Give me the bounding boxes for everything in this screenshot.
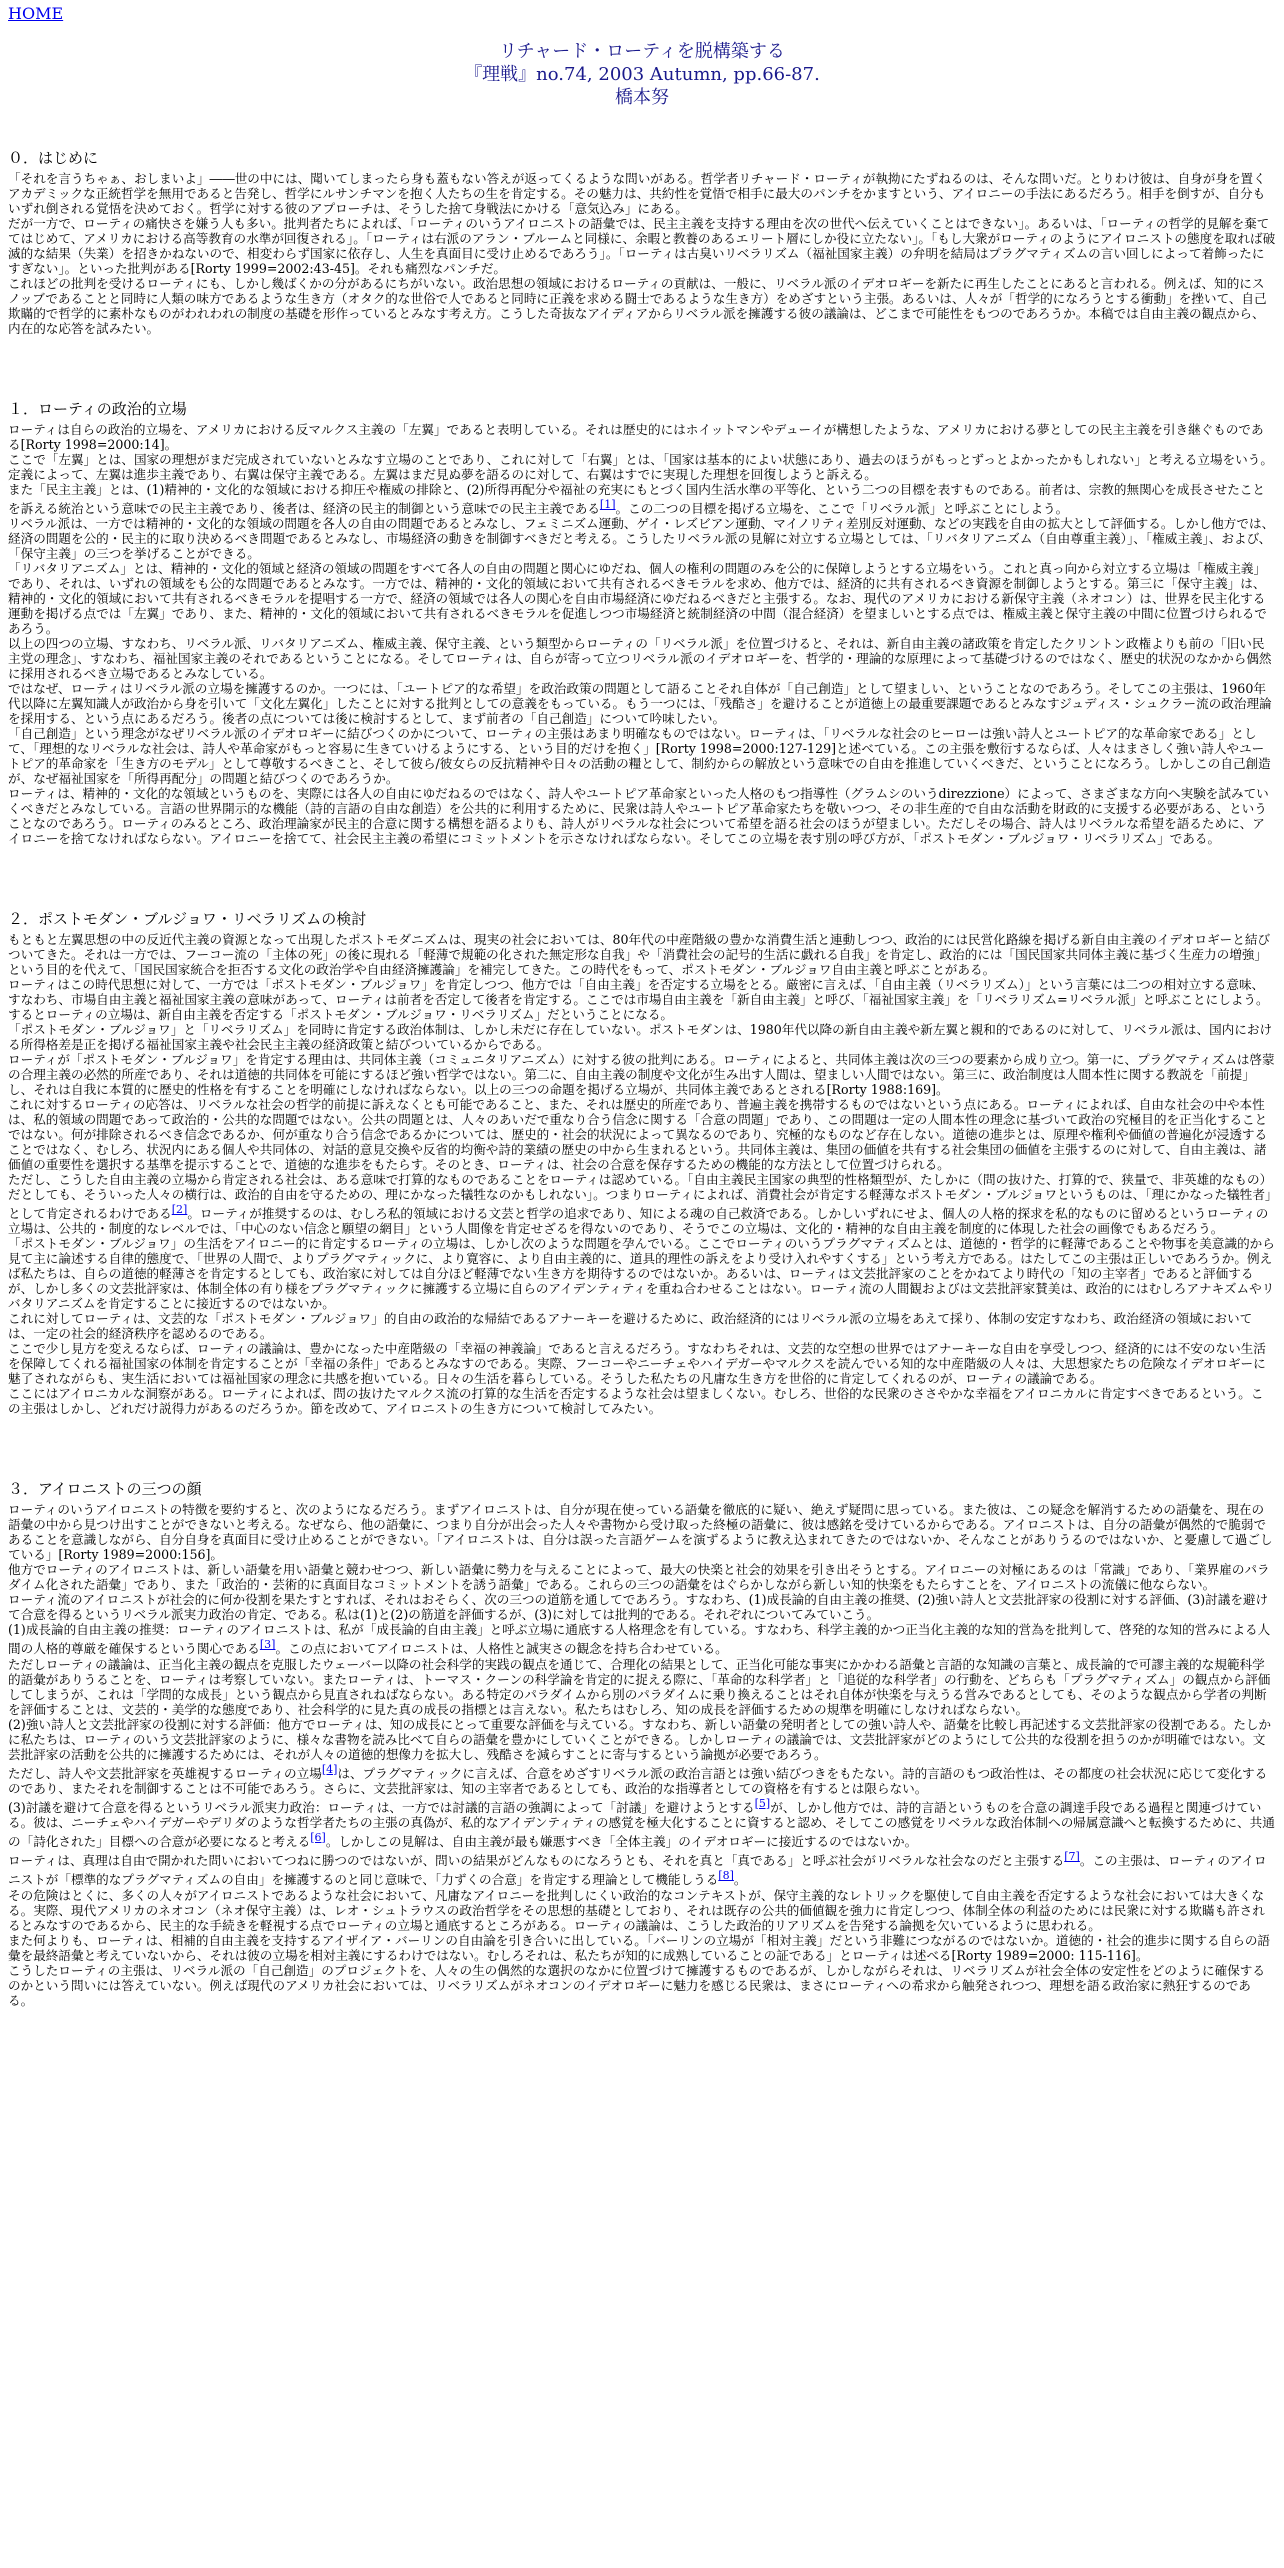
footnote-link[interactable]: [7] <box>1064 1850 1080 1864</box>
paragraph: (3)討議を避けて合意を得るというリベラル派実力政治：ローティは、一方では討議的言語の強調によって「討議」を避けようとする[5]が、しかし他方では、詩的言語というものを合意の調達手段である過程と関連づけている。彼は、ニーチェやハイデガーやデリダのような哲学者たちの主張の真偽が、私的なアイデンティティの感覚を極大化することに資すると認め、そしてこの感覚をリベラルな政治体制への帰属意識へと転換するために、共通の「詩化された」目標への合意が必要になると考える[6]。しかしこの見解は、自由主義が最も嫌悪すべき「全体主義」のイデオロギーに接近するのではないか。 <box>8 1796 1275 1850</box>
paragraph: ローティは自らの政治的立場を、アメリカにおける反マルクス主義の「左翼」であると表明している。それは歴史的にはホイットマンやデューイが構想したような、アメリカにおける夢としての民主主義を引き継ぐものである[Rorty 1998=2000:14]。 <box>8 422 1264 452</box>
footnote-ref <box>172 1204 188 1216</box>
section-heading: １．ローティの政治的立場 <box>8 400 187 418</box>
paragraph: 「ポストモダン・ブルジョワ」の生活をアイロニー的に肯定するローティの立場は、しかし次のような問題を孕んでいる。ここでローティのいうプラグマティズムとは、道徳的・哲学的に軽薄であることや物事を美意識的から見て主に論述する自律的態度で、「世界の人間で、よりプラグマティックに、より寛容に、より自由主義的に、道具的理性の訴えをより受け入れやすくする」という考え方である。はたしてこの主張は正しいであろうか。例えば私たちは、自らの道徳的軽薄さを肯定するとしても、政治家に対しては自分ほど軽薄でない生き方を期待するのではないか。あるいは、ローティは文芸批評家のことをかねてより時代の「知の主宰者」であると評価するが、しかし多くの文芸批評家は、体制全体の有り様をプラグマティックに擁護する立場に自らのアイデンティティを重ね合わせることはない。ローティ流の人間観およびは文芸批評家賛美は、政治的にはむしろアナキズムやリバタリアニズムを肯定することに接近するのではないか。 <box>8 1236 1275 1312</box>
paragraph: その危険はとくに、多くの人々がアイロニストであるような社会において、凡庸なアイロニーを批判しにくい政治的なコンテキストが、保守主義的なレトリックを駆使して自由主義を否定するような社会においては大きくなる。実際、現代アメリカのネオコン（ネオ保守主義）は、レオ・シュトラウスの政治哲学をその思想的基礎としており、それは既存の公共的価値観を強力に肯定しつつ、体制全体の利益のためには民衆に対する欺瞞も許されるとみなすのであるから、民主的な手続きを軽視する点でローティの立場と通底するところがある。ローティの議論は、こうした政治的リアリズムを告発する論拠を欠いているように思われる。 <box>8 1887 1265 1933</box>
section <box>8 1480 1276 2007</box>
paragraph: ローティは、真理は自由で開かれた問いにおいてつねに勝つのではないが、問いの結果がどんなものになろうとも、それを真と「真である」と呼ぶ社会がリベラルな社会なのだと主張する[7]。この主張は、ローティのアイロニストが「標準的なプラグマティズムの自由」を擁護するのと同じ意味で、「力ずくの合意」を肯定する理論として機能しうる[8]。 <box>8 1850 1267 1888</box>
paragraph: ローティ流のアイロニストが社会的に何か役割を果たすとすれば、それはおそらく、次の三つの道筋を通してであろう。すなわち、(1)成長論的自由主義の推奨、(2)強い詩人と文芸批評家の役割に対する評価、(3)討議を避けて合意を得るというリベラル派実力政治の肯定、である。私は(1)と(2)の筋道を評価するが、(3)に対しては批判的である。それぞれについてみていこう。 <box>8 1592 1269 1623</box>
paragraph: 「ポストモダン・ブルジョワ」と「リベラリズム」を同時に肯定する政治体制は、しかし未だに存在していない。ポストモダンは、1980年代以降の新自由主義や新左翼と親和的であるのに対して、リベラル派は、国内における所得格差是正を掲げる福祉国家主義や社会民主主義の経済政策と結びついているからである。 <box>8 1022 1273 1053</box>
paragraph: これに対するローティの応答は、リベラルな社会の哲学的前提に訴えなくとも可能であること、また、それは歴史的所産であり、普遍主義を携帯するものではないという点にある。ローティによれば、自由な社会の中や本性は、私的領域の問題であって政治的・公共的な問題ではない。公共の問題とは、人々のあいだで重なり合う信念に関する「合意の問題」であり、この問題は一定の人間本性の理念に基づいて政治の究極目的を正当化することではない。何が排除されるべき信念であるか、何が重なり合う信念であるかについては、歴史的・社会的状況によって異なるのであり、究極的なものなど存在しない。道徳の進歩とは、原理や権利や価値の普遍化が浸透することではなく、むしろ、状況内にある個人や共同体の、対話的意見交換や反省的均衡や詩的業績の歴史の中から生まれるという。共同体主義は、集団の価値を共有する社会集団の価値を主張するのに対して、自由主義は、諸価値の重要性を選択する基準を提示することで、道徳的な進歩をもたらす。そのとき、ローティは、社会の合意を保存するための機能的な方法として位置づけられる。 <box>8 1097 1268 1173</box>
paragraph: ローティが「ポストモダン・ブルジョワ」を肯定する理由は、共同体主義（コミュニタリアニズム）に対する彼の批判にある。ローティによると、共同体主義は次の三つの要素から成り立つ。第一に、プラグマティズムは啓蒙の合理主義の必然的所産であり、それは道徳的共同体を可能にするほど強い哲学ではない。第二に、自由主義の制度や文化が生み出す人間は、望ましい人間ではない。第三に、政治制度は人間本性に関する教説を「前提」し、それは自我に本質的に歴史的性格を有することを明確にしなければならない。以上の三つの命題を掲げる立場が、共同体主義であるとされる[Rorty 1988:169]。 <box>8 1052 1275 1098</box>
paragraph: だが一方で、ローティの痛快さを嫌う人も多い。批判者たちによれば、「ローティのいうアイロニストの語彙では、民主主義を支持する理由を次の世代へ伝えていくことはできない」。あるいは、「ローティの哲学的見解を棄ててはじめて、アメリカにおける高等教育の水準が回復される」。「ローティは右派のアラン・ブルームと同様に、余暇と教養のあるエリート層にしか役に立たない」。「もし大衆がローティのようにアイロニストの態度を取れば破滅的な結果（失業）を招きかねないので、相変わらず国家に依存し、人生を真面目に受け止めるであろう」。「ローティは古臭いリベラリズム（福祉国家主義）の弁明を結局はプラグマティズムの言い回しによって着飾ったにすぎない」。といった批判がある[Rorty 1999=2002:43-45]。それも痛烈なパンチだ。 <box>8 216 1276 276</box>
section-heading: ０．はじめに <box>8 149 99 167</box>
paragraph: ただし、詩人や文芸批評家を英雄視するローティの立場[4]は、プラグマティックに言えば、合意をめざすリベラル派の政治言語とは強い結びつきをもたない。詩的言語のもつ政治性は、その都度の社会状況に応じて変化するのであり、またそれを制御することは不可能であろう。さらに、文芸批評家は、知の主宰者であるとしても、政治的な指導者としての資格を有するとは限らない。 <box>8 1762 1268 1796</box>
footnote-ref <box>755 1798 771 1810</box>
footnote-link[interactable]: [6] <box>310 1830 326 1844</box>
article-citation: 『理戦』no.74, 2003 Autumn, pp.66-87. <box>464 64 820 85</box>
footnote-ref <box>322 1764 338 1776</box>
paragraph: これほどの批判を受けるローティにも、しかし幾ばくかの分があるにちがいない。政治思想の領域におけるローティの貢献は、一般に、リベラル派のイデオロギーを新たに再生したことにあると言われる。例えば、知的にスノッブであることと同時に人類の味方であるような生き方（オタク的な世俗で人であると同時に正義を求める闘士であるような生き方）をめざすという主張。あるいは、人々が「哲学的になろうとする衝動」を挫いて、自己欺瞞的で哲学的に素朴なものがわれわれの制度の基礎を形作っているとみなす考え方。こうした奇抜なアイディアからリベラル派を擁護する彼の議論は、どこまで可能性をもつのであろうか。本稿では自由主義の観点から、内在的な応答を試みたい。 <box>8 276 1267 336</box>
paragraph: ではなぜ、ローティはリベラル派の立場を擁護するのか。一つには、「ユートピア的な希望」を政治政策の問題として語ることそれ自体が「自己創造」として望ましい、ということなのであろう。そしてこの主張は、1960年代以降に左翼知識人が政治から身を引いて「文化左翼化」したことに対する批判としての意義をもっている。もう一つには、「残酷さ」を避けることが道徳上の最重要課題であるとみなすジュディス・シュクラー流の政治理論を採用する、という点にあるだろう。後者の点については後に検討するとして、まず前者の「自己創造」について吟味したい。 <box>8 681 1272 727</box>
footnote-link[interactable]: [1] <box>599 498 616 511</box>
paragraph: これに対してローティは、文芸的な「ポストモダン・ブルジョワ」的自由の政治的な帰結であるアナーキーを避けるために、政治経済的にはリベラル派の立場をあえて採り、体制の安定すなわち、政治経済の領域においては、一定の社会的経済秩序を認めるのである。 <box>8 1311 1253 1342</box>
footnote-ref <box>260 1639 276 1651</box>
paragraph: 以上の四つの立場、すなわち、リベラル派、リバタリアニズム、権威主義、保守主義、という類型からローティの「リベラル派」を位置づけると、それは、新自由主義の諸政策を肯定したクリントン政権よりも前の「旧い民主党の理念」、すなわち、福祉国家主義のそれであるということになる。そしてローティは、自らが寄って立つリベラル派のイデオロギーを、哲学的・理論的な原理によって基礎づけるのではなく、歴史的状況のなかから偶然に採用されるべき立場であるとみなしている。 <box>8 636 1272 682</box>
paragraph: ただしローティの議論は、正当化主義の観点を克服したウェーバー以降の社会科学的実践の観点を通じて、合理化の結果として、正当化可能な事実にかかわる語彙と言語的な知識の言葉と、成長論的で可謬主義的な規範科学的語彙がありうることを、ローティは考察していない。またローティは、トーマス・クーンの科学論を肯定的に捉える際に、「革命的な科学者」と「追従的な科学者」の行動を、どちらも「プラグマティズム」の観点から評価してしまうが、これは「学問的な成長」という観点から見直されねばならない。ある特定のパラダイムから別のパラダイムに乗り換えることはそれ自体が快楽を与えうる営みであるとしても、そのような観点から学者の判断を評価することは、文芸的・美学的な態度であり、社会科学的に見た真の成長の指標とは言えない。私たちはむしろ、知の成長を評価するための規準を明確にしなければならない。 <box>8 1656 1271 1717</box>
paragraph: もともと左翼思想の中の反近代主義の資源となって出現したポストモダニズムは、現実の社会においては、80年代の中産階級の豊かな消費生活と連動しつつ、政治的には民営化路線を掲げる新自由主義のイデオロギーと結びついてきた。それは一方では、フーコー流の「主体の死」の後に現れる「軽薄で規範の化された無定形な自我」や「消費社会の記号的生活に戯れる自我」を肯定し、政治的には「国民国家共同体主義に基づく生産力の増強」という目的を代えて、「国民国家統合を拒否する文化の政治学や自由経済擁護論」を補完してきた。この時代をもって、ポストモダン・ブルジョワ自由主義と呼ぶことがある。 <box>8 932 1271 978</box>
paragraph: 「リバタリアニズム」とは、精神的・文化的領域と経済の領域の問題をすべて各人の自由の問題と関心にゆだね、個人の権利の問題のみを公的に保障しようとする立場をいう。これと真っ向から対立する立場は「権威主義」であり、それは、いずれの領域をも公的な問題であるとみなす。一方では、精神的・文化的領域において共有されるべきモラルを求め、他方では、経済的に共有されるべき資源を制御しようとする。第三に「保守主義」は、精神的・文化的領域において共有されるべきモラルを提唱する一方で、経済の領域では各人の関心を自由市場経済にゆだねるべきだと主張する。なお、現代のアメリカにおける新保守主義（ネオコン）は、世界を民主化する運動を掲げる点では「左翼」であり、また、精神的・文化的領域において共有されるべきモラルを促進しつつ市場経済と統制経済の中間（混合経済）を望ましいとする点では、権威主義と保守主義の中間に位置づけられるであろう。 <box>8 561 1267 637</box>
paragraph: ローティはこの時代思想に対して、一方では「ポストモダン・ブルジョワ」を肯定しつつ、他方では「自由主義」を否定する立場をとる。厳密に言えば、「自由主義（リベラリズム）」という言葉には二つの相対立する意味、すなわち、市場自由主義と福祉国家主義の意味があって、ローティは前者を否定して後者を肯定する。ここでは市場自由主義を「新自由主義」と呼び、「福祉国家主義」を「リベラリズム=リベラル派」と呼ぶことにしよう。するとローティの立場は、新自由主義を否定する「ポストモダン・ブルジョワ・リベラリズム」だということになる。 <box>8 977 1269 1023</box>
article-author: 橋本努 <box>615 87 669 108</box>
paragraph: ローティは、精神的・文化的な領域というものを、実際には各人の自由にゆだねるのではなく、詩人やユートピア革命家といった人格のもつ指導性（グラムシのいうdirezzione）によって、さまざまな方向へ実験を試みていくべきだとみなしている。言語の世界開示的な機能（詩的言語の自由な創造）を公共的に利用するために、民衆は詩人やユートピア革命家たちを敬いつつ、その非生産的で自由な活動を財政的に支援する必要がある、ということなのであろう。ローティのみるところ、政治理論家が民主的合意に関する構想を語るよりも、詩人がリベラルな社会について希望を語る社会のほうが望ましい。ただしその場合、詩人はリベラルな希望を語るために、アイロニーを捨てなければならない。アイロニーを捨てて、社会民主主義の希望にコミットメントを示さなければならない。そしてこの立場を表す別の呼び方が、「ポストモダン・ブルジョワ・リベラリズム」である。 <box>8 786 1269 847</box>
footnote-link[interactable]: [2] <box>171 1203 188 1217</box>
footnote-ref <box>600 499 616 511</box>
section <box>8 149 1276 336</box>
paragraph: ただし、こうした自由主義の立場から肯定される社会は、ある意味で打算的なものであることをローティは認めている。「自由主義民主国家の典型的性格類型が、たしかに（問の抜けた、打算的で、狭量で、非英雄的なもの）だとしても、そういった人々の横行は、政治的自由を守るための、理にかなった犠牲なのかもしれない」。つまりローティによれば、消費社会が肯定する軽薄なポストモダン・ブルジョワというものは、「理にかなった犠牲者」として肯定されるわけである[2]。ローティが推奨するのは、むしろ私的領域における文芸と哲学の追求であり、知による魂の自己救済である。しかしいずれにせよ、個人の人格的探求を私的なものに留めるというローティの立場は、公共的・制度的なレベルでは、「中心のない信念と願望の網目」という人間像を肯定せざるを得ないのであり、そうでこの立場は、文化的・精神的な自由主義を制度的に体現した社会の画像でもあるだろう。 <box>8 1172 1273 1237</box>
paragraph: 他方でローティのアイロニストは、新しい語彙を用い語彙と競わせつつ、新しい語彙に勢力を与えることによって、最大の快楽と社会的効果を引き出そうとする。アイロニーの対極にあるのは「常識」であり、「業界雇のパラダイム化された語彙」であり、また「政治的・芸術的に真面目なコミットメントを誘う語彙」である。これらの三つの語彙をはぐらかしながら新しい知的快楽をもたらすことを、アイロニストの流儀に他ならない。 <box>8 1562 1270 1593</box>
footnote-link[interactable]: [4] <box>321 1762 338 1776</box>
paragraph: ローティのいうアイロニストの特徴を要約すると、次のようになるだろう。まずアイロニストは、自分が現在使っている語彙を徹底的に疑い、絶えず疑問に思っている。また彼は、この疑念を解消するための語彙を、現在の語彙の中から見つけ出すことができないと考える。なぜなら、他の語彙に、つまり自分が出会った人々や書物から受け取った終極の語彙に、彼は感銘を受けているからである。アイロニストは、自分の語彙が偶然的で脆弱であることを意識しながら、自分自身を真面目に受け止めることができない。「アイロニストは、自分は誤った言語ゲームを演ずるように教え込まれてきたのではないか、そんなことがありうるのではないか、と憂慮して過ごしている」[Rorty 1989=2000:156]。 <box>8 1502 1273 1563</box>
paragraph: (1)成長論的自由主義の推奨：ローティのアイロニストは、私が「成長論的自由主義」と呼ぶ立場に通底する人格理念を有している。すなわち、科学主義的かつ正当化主義的な知的営為を批判して、啓発的な知的営みによる人間の人格的尊厳を確保するという関心である[3]。この点においてアイロニストは、人格性と誠実さの観念を持ち合わせている。 <box>8 1622 1271 1657</box>
footnote-ref <box>718 1870 734 1882</box>
article-title: リチャード・ローティを脱構築する <box>499 41 785 62</box>
footnote-ref <box>310 1832 326 1844</box>
article-body <box>8 149 1276 2008</box>
section-heading: ３．アイロニストの三つの顔 <box>8 1480 202 1499</box>
footnote-link[interactable]: [3] <box>259 1638 276 1652</box>
paragraph: こうしたローティの主張は、リベラル派の「自己創造」のプロジェクトを、人々の生の偶然的な選択のなかに位置づけて擁護するものであるが、しかしながらそれは、リベラリズムが社会全体の安定性をどのように確保するのかという問いには答えていない。例えば現代のアメリカ社会においては、リベラリズムがネオコンのイデオロギーに魅力を感じる民衆は、まさにローティへの希求から触発されつつ、理想を語る政治家に熱狂するのである。 <box>8 1962 1265 2008</box>
section <box>8 910 1276 1416</box>
paragraph: 「それを言うちゃぁ、おしまいよ」――世の中には、聞いてしまったら身も蓋もない答えが返ってくるような問いがある。哲学者リチャード・ローティが執拗にたずねるのは、そんな問いだ。とりわけ彼は、自身が身を置くアカデミックな正統哲学を無用であると告発し、哲学にルサンチマンを抱く人たちの生を肯定する。その魅力は、共約性を覚悟で相手に最大のパンチをかますという、アイロニーの手法にあるだろう。相手を倒すが、自分もいずれ倒される覚悟を決めておく。哲学に対する彼のアプローチは、そうした捨て身戦法にかける「意気込み」にある。 <box>8 171 1266 216</box>
paragraph: ここにはアイロニカルな洞察がある。ローティによれば、問の抜けたマルクス流の打算的な生活を否定するような社会は望ましくない。むしろ、世俗的な民衆のささやかな幸福をアイロニカルに肯定すべきであるという。この主張はしかし、どれだけ説得力があるのだろうか。節を改めて、アイロニストの生き方について検討してみたい。 <box>8 1386 1264 1417</box>
paragraph: 「自己創造」という理念がなぜリベラル派のイデオロギーに結びつくのかについて、ローティの主張はあまり明確なものではない。ローティは、「リベラルな社会のヒーローは強い詩人とユートピア的な革命家である」として、「理想的なリベラルな社会は、詩人や革命家がもっと容易に生きていけるようにする、という目的だけを抱く」[Rorty 1998=2000:127-129]と述べている。この主張を敷衍するならば、人々はまさしく強い詩人やユートピア的革命家を「生き方のモデル」として尊敬するべきこと、そして彼ら/彼女らの反抗精神や日々の活動の糧として、制約からの解放という意味での自由を推進していくべきだ、ということになろう。しかしこの自己創造が、なぜ福祉国家を「所得再配分」の問題と結びつくのであろうか。 <box>8 726 1271 787</box>
title-block <box>8 40 1276 109</box>
paragraph: ここで少し見方を変えるならば、ローティの議論は、豊かになった中産階級の「幸福の神義論」であると言えるだろう。すなわちそれは、文芸的な空想の世界ではアナーキーな自由を享受しつつ、経済的には不安のない生活を保障してくれる福祉国家の体制を肯定することが「幸福の条件」であるとみなすのである。実際、フーコーやニーチェやハイデガーやマルクスを読んでいる知的な中産階級の人々は、大思想家たちの危険なイデオロギーに魅了されながらも、実生活においては福祉国家の理念に共感を抱いている。日々の生活を暮らしている。そうした私たちの凡庸な生き方を世俗的に肯定してくれるのが、ローティの議論である。 <box>8 1341 1266 1387</box>
section-heading: ２．ポストモダン・ブルジョワ・リベラリズムの検討 <box>8 910 367 929</box>
footnote-link[interactable]: [5] <box>754 1796 771 1810</box>
footnote-link[interactable]: [8] <box>718 1869 734 1883</box>
footnote-ref <box>1064 1851 1080 1863</box>
home-link[interactable]: HOME <box>8 4 64 23</box>
paragraph: また何よりも、ローティは、相補的自由主義を支持するアイザイア・バーリンの自由論を引き合いに出している。「バーリンの立場が「相対主義」だという非難につながるのではないか。道徳的・社会的進歩に関する自らの語彙を最終語彙と考えていないから、それは彼の立場を相対主義にするわけではない。むしろそれは、私たちが知的に成熟していることの証である」とローティは述べる[Rorty 1989=2000: 115-116]。 <box>8 1932 1271 1963</box>
paragraph: リベラル派は、一方では精神的・文化的な領域の問題を各人の自由の問題であるとみなし、フェミニズム運動、ゲイ・レズビアン運動、マイノリティ差別反対運動、などの実践を自由の拡大として評価する。しかし他方では、経済の問題を公的・民主的に取り決めるべき問題であるとみなし、市場経済の動きを制御すべきだと考える。こうしたリベラル派の見解に対立する立場としては、「リバタリアニズム（自由尊重主義）」、「権威主義」、および、「保守主義」の三つを挙げることができる。 <box>8 516 1275 562</box>
paragraph: (2)強い詩人と文芸批評家の役割に対する評価：他方でローティは、知の成長にとって重要な評価を与えている。すなわち、新しい語彙の発明者としての強い詩人や、語彙を比較し再記述する文芸批評家の役割である。たしかに私たちは、ローティのいう文芸批評家のように、様々な書物を読み比べて自らの語彙を豊かにしていくことができる。しかしローティの議論では、文芸批評家がどのようにして公共的な役割を担うのかが明確ではない。文芸批評家の活動を公共的に擁護するためには、それが人々の道徳的想像力を拡大し、残酷さを減らすことに寄与するという論拠が必要であろう。 <box>8 1716 1272 1762</box>
paragraph: また「民主主義」とは、(1)精神的・文化的な領域における抑圧や権威の排除と、(2)所得再配分や福祉の充実にもとづく国内生活水準の平等化、という二つの目標を表すものである。前者は、宗教的無関心を成長させたことを訴える統治という意味での民主主義であり、後者は、経済の民主的制御という意味での民主主義である[1]。この二つの目標を掲げる立場を、ここで「リベラル派」と呼ぶことにしよう。 <box>8 482 1266 517</box>
paragraph: ここで「左翼」とは、国家の理想がまだ完成されていないとみなす立場のことであり、これに対して「右翼」とは、「国家は基本的によい状態にあり、過去のほうがもっとずっとよかったかもしれない」と考える立場をいう。定義によって、左翼は進歩主義であり、右翼は保守主義である。左翼はまだ見ぬ夢を語るのに対して、右翼はすでに実現した理想を回復しようと訴える。 <box>8 452 1273 482</box>
section <box>8 400 1276 846</box>
